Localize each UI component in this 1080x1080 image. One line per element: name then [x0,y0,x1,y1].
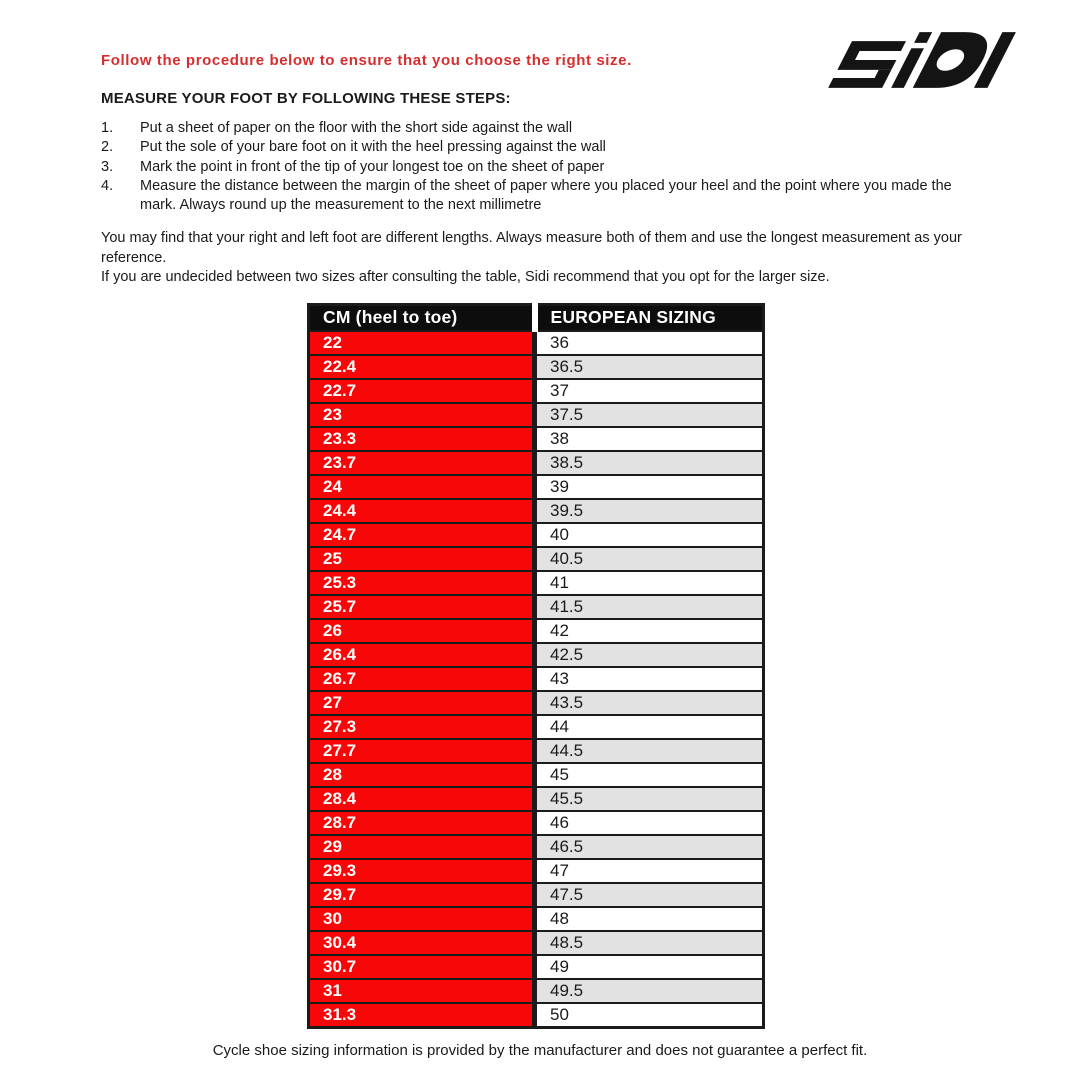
eu-size-value: 38.5 [535,451,764,475]
step-text: Mark the point in front of the tip of your longest toe on the sheet of paper [140,158,605,175]
eu-size-value: 36.5 [535,355,764,379]
table-row [309,499,764,523]
eu-size-value: 41.5 [535,595,764,619]
eu-size-value: 45.5 [535,787,764,811]
size-table-body [309,331,764,1028]
eu-size-value: 43 [535,667,764,691]
table-header-row [309,305,764,331]
step-item [101,158,978,177]
eu-size-value: 45 [535,763,764,787]
cm-value: 25.7 [309,595,535,619]
cm-value: 27.7 [309,739,535,763]
eu-size-value: 46.5 [535,835,764,859]
step-item [101,177,978,216]
cm-value: 22 [309,331,535,355]
table-row [309,571,764,595]
cm-value: 25.3 [309,571,535,595]
table-row [309,715,764,739]
table-row [309,523,764,547]
table-row [309,643,764,667]
table-row [309,979,764,1003]
table-row [309,355,764,379]
table-row [309,787,764,811]
cm-value: 25 [309,547,535,571]
cm-value: 27.3 [309,715,535,739]
table-row [309,331,764,355]
column-header-european-sizing: EUROPEAN SIZING [535,305,764,331]
eu-size-value: 37 [535,379,764,403]
cm-value: 27 [309,691,535,715]
table-row [309,667,764,691]
footer-disclaimer: Cycle shoe sizing information is provided by the manufacturer and does not guarantee a perfect fit. [212,1042,868,1059]
table-row [309,427,764,451]
notes-block [101,229,979,288]
eu-size-value: 46 [535,811,764,835]
eu-size-value: 39.5 [535,499,764,523]
eu-size-value: 36 [535,331,764,355]
step-number: 1. [101,120,114,136]
cm-value: 26 [309,619,535,643]
cm-value: 26.7 [309,667,535,691]
table-row [309,1003,764,1028]
table-row [309,835,764,859]
table-row [309,619,764,643]
step-number: 4. [101,177,114,194]
table-row [309,883,764,907]
step-item [101,138,978,157]
cm-value: 30 [309,907,535,931]
eu-size-value: 39 [535,475,764,499]
sidi-logo-icon [826,30,1024,90]
table-row [309,931,764,955]
step-number: 3. [101,158,114,175]
eu-size-value: 49 [535,955,764,979]
table-row [309,451,764,475]
step-text: Put a sheet of paper on the floor with the short side against the wall [140,120,573,136]
step-item [101,119,978,138]
cm-value: 23 [309,403,535,427]
table-row [309,547,764,571]
sidi-logo [826,30,1024,90]
cm-value: 30.4 [309,931,535,955]
eu-size-value: 40 [535,523,764,547]
steps-list [101,119,978,215]
note-measure-both: You may find that your right and left foot are different lengths. Always measure both of them and use the longest measurement as your reference. [101,230,962,266]
cm-value: 28.7 [309,811,535,835]
cm-value: 29.7 [309,883,535,907]
cm-value: 23.7 [309,451,535,475]
cm-value: 29.3 [309,859,535,883]
cm-value: 23.3 [309,427,535,451]
cm-value: 22.4 [309,355,535,379]
eu-size-value: 49.5 [535,979,764,1003]
eu-size-value: 43.5 [535,691,764,715]
cm-value: 30.7 [309,955,535,979]
eu-size-value: 50 [535,1003,764,1028]
table-row [309,811,764,835]
table-row [309,955,764,979]
eu-size-value: 47 [535,859,764,883]
eu-size-value: 42 [535,619,764,643]
table-row [309,403,764,427]
cm-value: 31.3 [309,1003,535,1028]
cm-value: 26.4 [309,643,535,667]
table-row [309,595,764,619]
cm-value: 28.4 [309,787,535,811]
intro-instruction: Follow the procedure below to ensure that you choose the right size. [101,52,632,69]
cm-value: 31 [309,979,535,1003]
eu-size-value: 44.5 [535,739,764,763]
eu-size-value: 37.5 [535,403,764,427]
steps-heading: MEASURE YOUR FOOT BY FOLLOWING THESE STEPS: [101,90,511,107]
note-larger-size: If you are undecided between two sizes after consulting the table, Sidi recommend that you opt for the larger size. [101,269,830,285]
eu-size-value: 48 [535,907,764,931]
table-row [309,691,764,715]
table-row [309,763,764,787]
step-text: Put the sole of your bare foot on it with the heel pressing against the wall [140,139,606,156]
table-row [309,907,764,931]
cm-value: 28 [309,763,535,787]
eu-size-value: 47.5 [535,883,764,907]
table-row [309,859,764,883]
sizing-table [307,303,765,1029]
column-header-cm: CM (heel to toe) [309,305,535,331]
step-text: Measure the distance between the margin of the sheet of paper where you placed your heel and the point where you made the mark. Always round up the measurement to the next millimetre [140,177,952,214]
eu-size-value: 42.5 [535,643,764,667]
cm-value: 24.7 [309,523,535,547]
table-row [309,475,764,499]
cm-value: 29 [309,835,535,859]
eu-size-value: 41 [535,571,764,595]
eu-size-value: 48.5 [535,931,764,955]
cm-value: 24 [309,475,535,499]
cm-value: 22.7 [309,379,535,403]
cm-value: 24.4 [309,499,535,523]
step-number: 2. [101,139,114,156]
eu-size-value: 44 [535,715,764,739]
eu-size-value: 40.5 [535,547,764,571]
table-row [309,379,764,403]
eu-size-value: 38 [535,427,764,451]
table-row [309,739,764,763]
